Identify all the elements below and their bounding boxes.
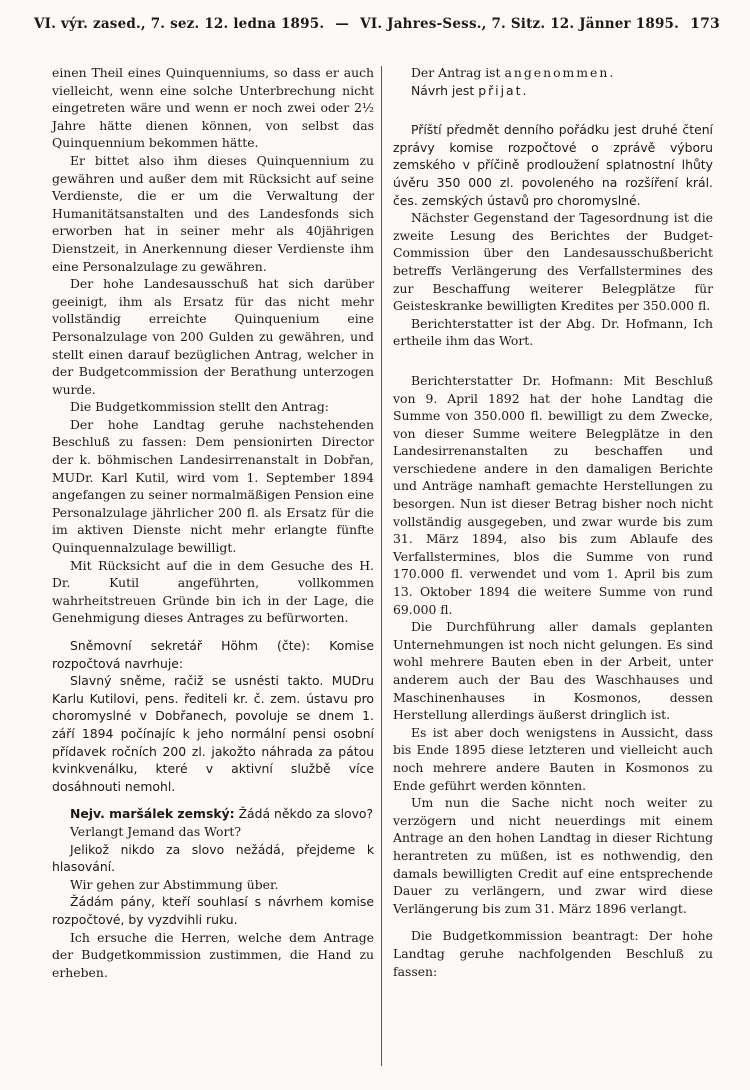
paragraph: Die Durchführung aller damals geplanten Unternehmungen ist noch nicht gelungen. Es sind wohl mehrere Bauten eben in der Arbeit, unter anderem auch der Bau des Waschhauses und Maschinenhauses in Kosmonos, dessen Herstellung allerdings äußerst dringlich ist. [393,619,713,723]
result-emphasis: přijat. [478,82,529,98]
paragraph: Der hohe Landesausschuß hat sich darüber geeinigt, ihm als Ersatz für das nicht mehr vollständig erreichte Quinquenium eine Personalzulage von 200 Gulden zu gewähren, und stellt einen darauf bezüglichen Antrag, welcher in der Budgetcommission der Berathung unterzogen wurde. [52,276,374,397]
speaker-name: Berichterstatter Dr. Hofmann: [411,372,614,388]
paragraph [52,805,374,823]
running-header [34,16,720,44]
speaker-text: Mit Beschluß von 9. April 1892 hat der hohe Landtag die Summe von 350.000 fl. bewilligt zu dem Zwecke, von dieser Summe weitere Belegplätze in den Landesirrenanstalten zu beschaffen und verschiedene andere in den damaligen Berichte und Anträge namhaft gemachte Herstellungen zu besorgen. Nun ist dieser Betrag bisher noch nicht vollständig ausgegeben, und zwar wurde bis zum 31. März 1894, also bis zum Ablaufe des Verfallstermines, blos die Summe von rund 170.000 fl. verwendet und vom 1. April bis zum 13. Oktober 1894 die weitere Summe von rund 69.000 fl. [393,372,713,617]
result-text: Návrh jest [411,82,475,98]
paragraph: Ich ersuche die Herren, welche dem Antrage der Budgetkommission zustimmen, die Hand zu erheben. [52,929,374,980]
paragraph: Die Budgetkommission stellt den Antrag: [70,399,329,415]
speaker-text: Der hohe Landtag geruhe nachfolgenden Beschluß zu fassen: [393,928,713,979]
result-emphasis: angenommen. [504,65,616,80]
header-separator: — [335,16,350,32]
paragraph [393,927,713,980]
paragraph: Nächster Gegenstand der Tagesordnung ist die zweite Lesung des Berichtes der Budget-Commission über den Landesausschußbericht betreffs Verlängerung des Verfallstermines des zur Beschaffung weiterer Belegplätze für Geisteskranke bewilligten Kredites per 350.000 fl. [393,210,713,314]
paragraph: Žádám pány, kteří souhlasí s návrhem komise rozpočtové, by vyzdvihli ruku. [52,894,374,927]
right-column [393,64,713,980]
column-divider [381,66,382,1066]
header-center: VI. Jahres-Sess., 7. Sitz. 12. Jänner 1895. [360,16,680,32]
speaker-name: Sněmovní sekretář Höhm [70,638,258,653]
paragraph: Slavný sněme, račiž se usnésti takto. MUDru Karlu Kutilovi, pens. řediteli kr. č. zem. ústavu pro choromyslné v Dobřanech, povoluje se dnem 1. září 1894 počínajíc k jeho normální pensi osobní přídavek ročních 200 zl. jakožto náhrada za pátou kvinkvenálku, které v aktivní službě více dosáhnouti nemohl. [52,673,374,794]
paragraph: Er bittet also ihm dieses Quinquennium zu gewähren und außer dem mit Rücksicht auf seine Verdienste, die er um die Verwaltung der Humanitätsanstalten und des Landesfonds sich erworben hat in seiner mehr als 40jährigen Dienstzeit, in Anerkennung dieser Verdienste ihm eine Personalzulage zu gewähren. [52,152,374,274]
paragraph: Příští předmět denního pořádku jest druhé čtení zprávy komise rozpočtové o zprávě výboru zemského v příčině prodloužení splatnostní lhůty úvěru 350 000 zl. povoleného na rozšíření král. čes. zemských ústavů pro choromyslné. [393,122,713,208]
paragraph [52,637,374,672]
page-number: 173 [690,16,720,32]
paragraph: Um nun die Sache nicht noch weiter zu verzögern und nicht neuerdings mit einem Antrage an den hohen Landtag in dieser Richtung herantreten zu müßen, ist es nothwendig, den damals bewilligten Credit auf eine entsprechende Dauer zu verlängern, und zwar wird diese Verlängerung bis zum 31. März 1896 verlangt. [393,795,713,916]
left-column [52,64,374,981]
speaker-name: Die Budgetkommission beantragt: [411,928,639,944]
paragraph: Jelikož nikdo za slovo nežádá, přejdeme k hlasování. [52,841,374,875]
result-text: Der Antrag ist [411,65,501,80]
speaker-text: Žádá někdo za slovo? [238,806,374,822]
speaker-name: Nejv. maršálek zemský: [70,806,235,822]
paragraph [393,82,713,100]
paragraph: Verlangt Jemand das Wort? [70,823,242,839]
paragraph: Wir gehen zur Abstimmung über. [70,876,279,892]
header-left: VI. výr. zased., 7. sez. 12. ledna 1895. [34,16,325,32]
speaker-text: (čte): Komise rozpočtová navrhuje: [52,638,374,671]
paragraph [393,64,713,82]
paragraph: einen Theil eines Quinquenniums, so dass er auch vielleicht, wenn eine solche Unterbrechung nicht eingetreten wäre und wenn er noch zwei oder 2½ Jahre hätte dienen können, von selbst das Quinquennium bekommen hätte. [52,65,374,151]
paragraph: Berichterstatter ist der Abg. Dr. Hofmann, Ich ertheile ihm das Wort. [393,315,713,349]
paragraph: Der hohe Landtag geruhe nachstehenden Beschluß zu fassen: Dem pensionirten Director der k. böhmischen Landesirrenanstalt in Dobřan, MUDr. Karl Kutil, wird vom 1. September 1894 angefangen zu seiner normalmäßigen Pension eine Personalzulage jährlicher 200 fl. als Ersatz für die im aktiven Dienste nicht mehr erlangte fünfte Quinquennalzulage bewilligt. [52,416,374,556]
paragraph [393,372,713,618]
paragraph: Mit Rücksicht auf die in dem Gesuche des H. Dr. Kutil angeführten, vollkommen wahrheitstreuen Gründe bin ich in der Lage, die Genehmigung dieses Antrages zu befürworten. [52,557,374,626]
paragraph: Es ist aber doch wenigstens in Aussicht, dass bis Ende 1895 diese letzteren und vielleicht auch noch mehrere andere Bauten in Kosmonos zu Ende geführt werden könnten. [393,724,713,793]
